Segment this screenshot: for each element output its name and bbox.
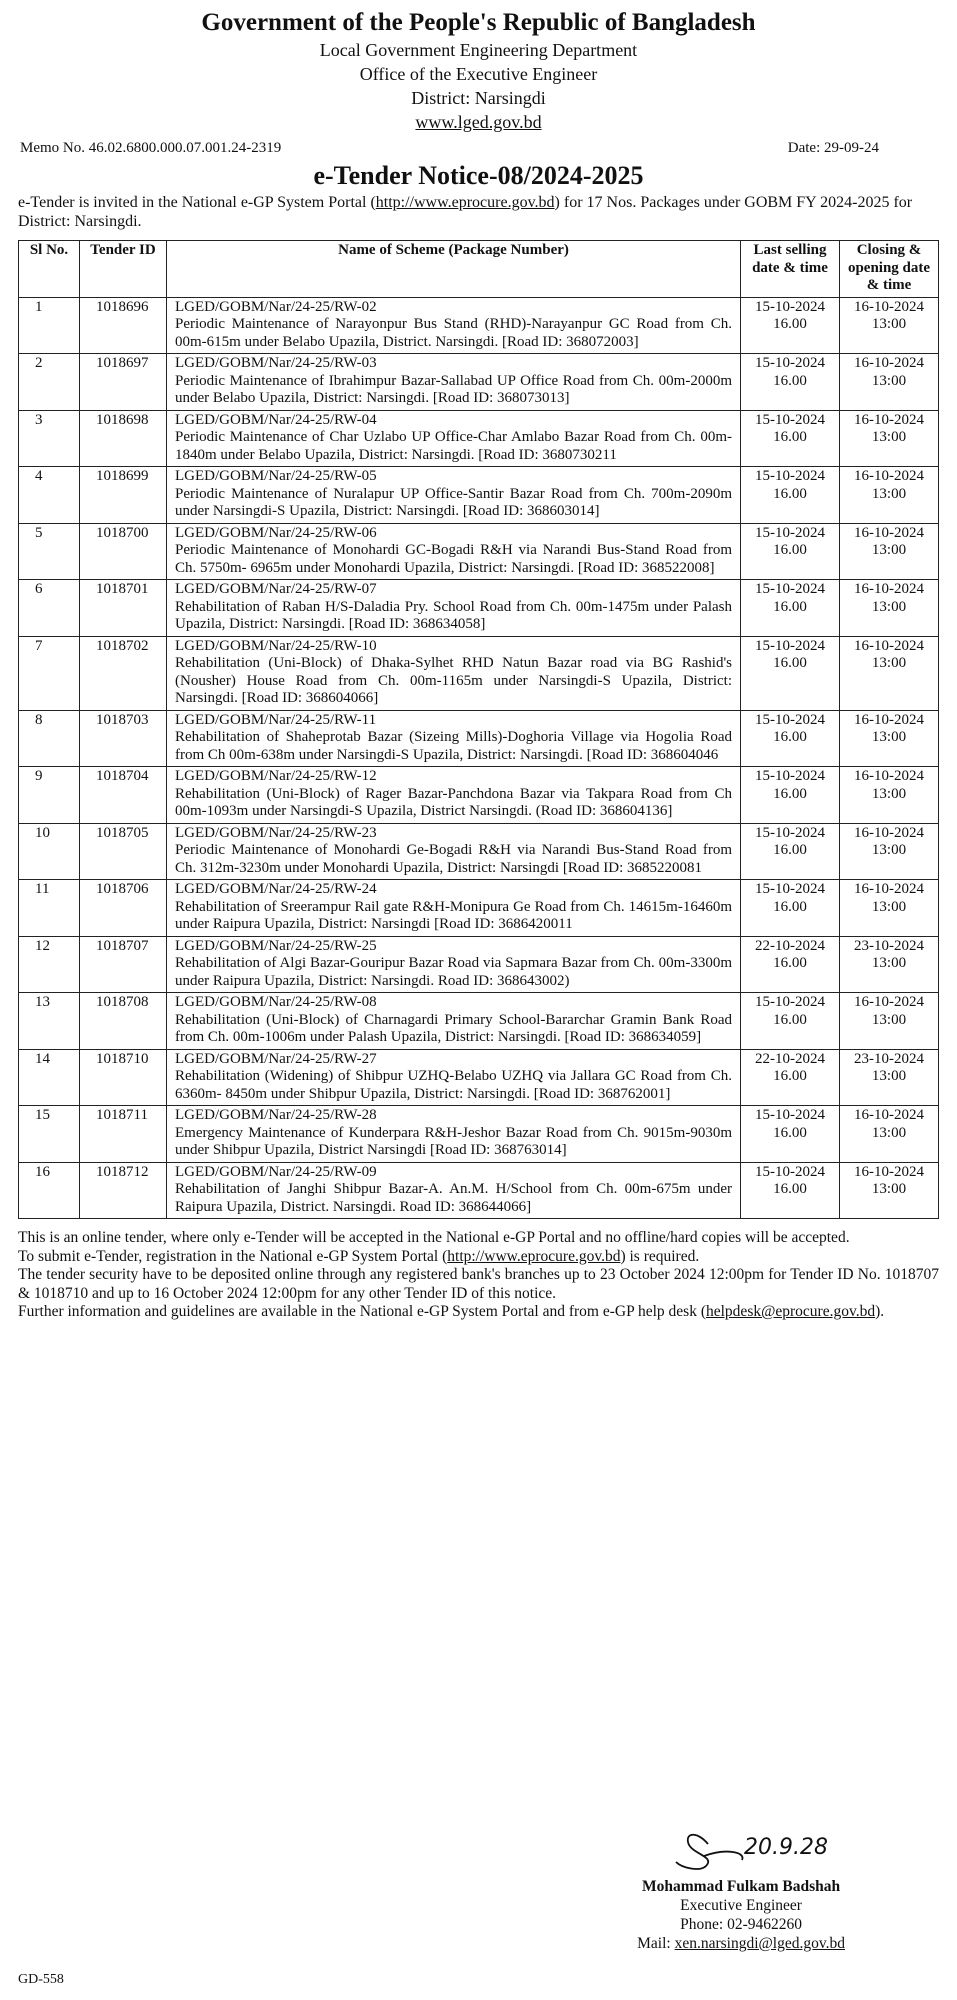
row-last-selling	[741, 880, 840, 937]
closing-date: 16-10-2024	[854, 355, 924, 371]
selling-date: 15-10-2024	[755, 355, 825, 371]
row-tender-id	[80, 580, 167, 637]
scheme-name: Rehabilitation of Janghi Shibpur Bazar-A. An.M. H/School from Ch. 00m-675m under Raipura Upazila, District. Narsingdi. Road ID: 368644066]	[175, 1181, 732, 1215]
scheme-name: Rehabilitation (Uni-Block) of Rager Bazar-Panchdona Bazar via Takpara Road from Ch 00m-1093m under Narsingdi-S Upazila, District Narsingdi. (Road ID: 368604136]	[175, 785, 732, 819]
package-number: LGED/GOBM/Nar/24-25/RW-12	[175, 768, 377, 784]
closing-time: 13:00	[871, 598, 907, 615]
selling-date: 15-10-2024	[755, 881, 825, 897]
sl-value: 6	[35, 581, 43, 597]
sl-value: 9	[35, 768, 43, 784]
sl-value: 5	[35, 524, 43, 541]
note-security: The tender security have to be deposited online through any registered bank's branches up to 23 October 2024 12:00pm for Tender ID No. 1018707 & 1018710 and up to 16 October 2024 12:00pm for any other Tender ID of this notice.	[18, 1266, 939, 1302]
selling-date: 15-10-2024	[755, 637, 825, 654]
row-scheme	[167, 467, 741, 524]
tender-id-value: 1018705	[96, 824, 149, 841]
scheme-name: Periodic Maintenance of Narayonpur Bus Stand (RHD)-Narayanpur GC Road from Ch. 00m-615m under Belabo Upazila, District. Narsingdi. [Road ID: 368072003]	[175, 316, 732, 350]
row-tender-id	[80, 297, 167, 354]
header-sl: Sl No.	[19, 241, 80, 298]
package-number: LGED/GOBM/Nar/24-25/RW-23	[175, 824, 377, 841]
closing-date: 16-10-2024	[854, 711, 924, 728]
table-row	[19, 880, 939, 937]
tender-id-value: 1018697	[96, 355, 149, 371]
table-row	[19, 1106, 939, 1163]
closing-date: 16-10-2024	[854, 1163, 924, 1180]
sl-value: 15	[35, 1107, 50, 1123]
row-tender-id	[80, 823, 167, 880]
table-row	[19, 993, 939, 1050]
row-sl	[19, 710, 80, 767]
selling-date: 15-10-2024	[755, 824, 825, 841]
selling-date: 15-10-2024	[755, 524, 825, 541]
row-scheme	[167, 410, 741, 467]
tender-id-value: 1018701	[96, 581, 149, 597]
eprocure-link[interactable]: http://www.eprocure.gov.bd	[375, 194, 555, 211]
tender-rows	[19, 297, 939, 1219]
row-closing	[840, 636, 939, 710]
row-tender-id	[80, 767, 167, 824]
closing-date: 16-10-2024	[854, 298, 924, 315]
closing-time: 13:00	[871, 1124, 907, 1141]
header-scheme: Name of Scheme (Package Number)	[167, 241, 741, 298]
row-tender-id	[80, 523, 167, 580]
row-sl	[19, 880, 80, 937]
row-sl	[19, 767, 80, 824]
row-last-selling	[741, 467, 840, 524]
row-tender-id	[80, 467, 167, 524]
selling-date: 15-10-2024	[755, 468, 825, 484]
notice-title: e-Tender Notice-08/2024-2025	[313, 161, 644, 190]
footer-code: GD-558	[18, 1972, 64, 1987]
closing-date: 23-10-2024	[854, 937, 924, 954]
selling-time: 16.00	[773, 842, 807, 858]
tender-id-value: 1018702	[96, 637, 149, 654]
mail-label: Mail:	[637, 1935, 675, 1952]
package-number: LGED/GOBM/Nar/24-25/RW-06	[175, 524, 377, 541]
note-helpdesk-after: ).	[875, 1303, 885, 1320]
signatory-name: Mohammad Fulkam Badshah	[642, 1878, 841, 1895]
package-number: LGED/GOBM/Nar/24-25/RW-08	[175, 994, 377, 1010]
row-closing	[840, 580, 939, 637]
tender-id-value: 1018699	[96, 468, 149, 484]
package-number: LGED/GOBM/Nar/24-25/RW-28	[175, 1107, 377, 1123]
closing-time: 13:00	[871, 898, 907, 915]
closing-date: 16-10-2024	[854, 411, 924, 428]
closing-time: 13:00	[871, 1011, 907, 1028]
row-closing	[840, 767, 939, 824]
tender-id-value: 1018711	[96, 1107, 148, 1123]
selling-time: 16.00	[773, 1124, 807, 1141]
package-number: LGED/GOBM/Nar/24-25/RW-11	[175, 711, 377, 728]
table-row	[19, 823, 939, 880]
selling-date: 15-10-2024	[755, 1107, 825, 1123]
closing-time: 13:00	[871, 1068, 907, 1084]
district-name: District: Narsingdi	[411, 88, 546, 108]
row-last-selling	[741, 823, 840, 880]
row-sl	[19, 297, 80, 354]
handwritten-signature	[646, 1826, 836, 1872]
table-row	[19, 767, 939, 824]
closing-time: 13:00	[871, 1181, 907, 1197]
signatory-phone: Phone: 02-9462260	[680, 1916, 802, 1933]
closing-time: 13:00	[871, 429, 907, 445]
closing-date: 16-10-2024	[854, 524, 924, 541]
note-helpdesk-before: Further information and guidelines are available in the National e-GP System Portal and from e-GP help desk (	[18, 1303, 706, 1320]
row-last-selling	[741, 767, 840, 824]
table-row	[19, 354, 939, 411]
row-last-selling	[741, 410, 840, 467]
tender-id-value: 1018710	[96, 1050, 149, 1067]
selling-date: 22-10-2024	[755, 937, 825, 954]
note-registration-before: To submit e-Tender, registration in the National e-GP System Portal (	[18, 1247, 448, 1265]
row-last-selling	[741, 993, 840, 1050]
row-scheme	[167, 993, 741, 1050]
selling-date: 15-10-2024	[755, 768, 825, 784]
tender-id-value: 1018712	[96, 1163, 149, 1180]
closing-date: 16-10-2024	[854, 581, 924, 597]
selling-date: 15-10-2024	[755, 298, 825, 315]
row-sl	[19, 467, 80, 524]
tender-id-value: 1018707	[96, 937, 149, 954]
table-row	[19, 467, 939, 524]
package-number: LGED/GOBM/Nar/24-25/RW-07	[175, 581, 377, 597]
scheme-name: Periodic Maintenance of Ibrahimpur Bazar-Sallabad UP Office Road from Ch. 00m-2000m under Belabo Upazila, District: Narsingdi. [Road ID: 368073013]	[175, 372, 732, 406]
selling-time: 16.00	[773, 316, 807, 332]
row-scheme	[167, 1049, 741, 1106]
signatory-designation: Executive Engineer	[680, 1897, 802, 1914]
selling-date: 15-10-2024	[755, 1163, 825, 1180]
row-last-selling	[741, 1106, 840, 1163]
intro-paragraph	[18, 193, 939, 231]
selling-time: 16.00	[773, 542, 807, 558]
row-scheme	[167, 580, 741, 637]
tender-id-value: 1018696	[96, 298, 149, 315]
table-header-row	[19, 241, 939, 298]
selling-time: 16.00	[773, 655, 807, 671]
selling-date: 15-10-2024	[755, 994, 825, 1010]
selling-date: 15-10-2024	[755, 581, 825, 597]
closing-date: 16-10-2024	[854, 881, 924, 897]
row-last-selling	[741, 1162, 840, 1219]
note-registration	[18, 1248, 939, 1267]
row-scheme	[167, 880, 741, 937]
package-number: LGED/GOBM/Nar/24-25/RW-05	[175, 468, 377, 484]
closing-time: 13:00	[871, 372, 907, 389]
selling-time: 16.00	[773, 785, 807, 802]
scheme-name: Rehabilitation of Algi Bazar-Gouripur Bazar Road via Sapmara Bazar from Ch. 00m-3300m under Raipura Upazila, District: Narsingdi. Road ID: 368643002)	[175, 955, 732, 989]
row-closing	[840, 936, 939, 993]
row-last-selling	[741, 580, 840, 637]
row-closing	[840, 467, 939, 524]
sl-value: 3	[35, 411, 43, 428]
row-scheme	[167, 636, 741, 710]
row-scheme	[167, 1106, 741, 1163]
row-scheme	[167, 823, 741, 880]
signature-block	[637, 1826, 845, 1953]
sl-value: 8	[35, 711, 43, 728]
table-row	[19, 523, 939, 580]
row-tender-id	[80, 1162, 167, 1219]
sl-value: 2	[35, 355, 43, 371]
intro-text-after: ) for 17 Nos. Packages under GOBM FY 2024-2025 for District: Narsingdi.	[18, 194, 913, 230]
selling-time: 16.00	[773, 372, 807, 389]
row-sl	[19, 523, 80, 580]
signatory-mail	[637, 1934, 845, 1953]
package-number: LGED/GOBM/Nar/24-25/RW-03	[175, 355, 377, 371]
row-scheme	[167, 1162, 741, 1219]
row-scheme	[167, 767, 741, 824]
memo-row	[18, 138, 939, 158]
row-last-selling	[741, 1049, 840, 1106]
tender-id-value: 1018708	[96, 994, 149, 1010]
tender-id-value: 1018704	[96, 768, 149, 784]
table-row	[19, 936, 939, 993]
package-number: LGED/GOBM/Nar/24-25/RW-02	[175, 298, 377, 315]
row-closing	[840, 410, 939, 467]
letterhead	[18, 8, 939, 134]
closing-time: 13:00	[871, 729, 907, 745]
scheme-name: Rehabilitation of Shaheprotab Bazar (Sizeing Mills)-Doghoria Village via Hogolia Road from Ch 00m-638m under Narsingdi-S Upazila, District: Narsingdi. [Road ID: 368604046	[175, 729, 732, 763]
row-scheme	[167, 523, 741, 580]
row-sl	[19, 354, 80, 411]
row-tender-id	[80, 354, 167, 411]
table-row	[19, 636, 939, 710]
row-tender-id	[80, 1106, 167, 1163]
row-scheme	[167, 936, 741, 993]
row-tender-id	[80, 936, 167, 993]
row-sl	[19, 1106, 80, 1163]
sl-value: 11	[35, 881, 50, 897]
row-tender-id	[80, 1049, 167, 1106]
selling-time: 16.00	[773, 429, 807, 445]
table-row	[19, 410, 939, 467]
closing-time: 13:00	[871, 316, 907, 332]
scheme-name: Periodic Maintenance of Monohardi GC-Bogadi R&H via Narandi Bus-Stand Road from Ch. 5750m- 6965m under Monohardi Upazila, District: Narsingdi. [Road ID: 368522008]	[175, 542, 732, 576]
handwritten-date: 20.9.28	[744, 1835, 829, 1860]
row-tender-id	[80, 993, 167, 1050]
office-name: Office of the Executive Engineer	[359, 64, 598, 84]
scheme-name: Rehabilitation (Widening) of Shibpur UZHQ-Belabo UZHQ via Jallara GC Road from Ch. 6360m- 8450m under Shibpur Upazila, District: Narsingdi. [Road ID: 368762001]	[175, 1068, 732, 1102]
selling-time: 16.00	[773, 1181, 807, 1197]
package-number: LGED/GOBM/Nar/24-25/RW-09	[175, 1163, 377, 1180]
row-last-selling	[741, 523, 840, 580]
selling-time: 16.00	[773, 598, 807, 615]
scheme-name: Periodic Maintenance of Nuralapur UP Office-Santir Bazar Road from Ch. 700m-2090m under Narsingdi-S Upazila, District: Narsingdi. [Road ID: 368603014]	[175, 485, 732, 519]
scheme-name: Rehabilitation (Uni-Block) of Charnagardi Primary School-Bararchar Gramin Bank Road from Ch. 00m-1006m under Palash Upazila, District: Narsingdi. [Road ID: 368634059]	[175, 1011, 732, 1045]
tender-id-value: 1018698	[96, 411, 149, 428]
helpdesk-link[interactable]: helpdesk@eprocure.gov.bd	[706, 1303, 876, 1320]
row-last-selling	[741, 297, 840, 354]
row-closing	[840, 1049, 939, 1106]
intro-text-before: e-Tender is invited in the National e-GP System Portal (	[18, 194, 376, 211]
row-tender-id	[80, 410, 167, 467]
row-sl	[19, 823, 80, 880]
row-closing	[840, 523, 939, 580]
tender-id-value: 1018700	[96, 524, 149, 541]
closing-date: 16-10-2024	[854, 768, 924, 784]
selling-date: 15-10-2024	[755, 711, 825, 728]
table-row	[19, 580, 939, 637]
table-row	[19, 1049, 939, 1106]
package-number: LGED/GOBM/Nar/24-25/RW-25	[175, 937, 377, 954]
note-helpdesk	[18, 1303, 939, 1322]
selling-time: 16.00	[773, 729, 807, 745]
row-scheme	[167, 297, 741, 354]
table-row	[19, 297, 939, 354]
selling-time: 16.00	[773, 485, 807, 502]
note-registration-after: ) is required.	[620, 1247, 700, 1265]
row-closing	[840, 993, 939, 1050]
row-closing	[840, 710, 939, 767]
package-number: LGED/GOBM/Nar/24-25/RW-24	[175, 881, 377, 897]
package-number: LGED/GOBM/Nar/24-25/RW-04	[175, 411, 377, 428]
package-number: LGED/GOBM/Nar/24-25/RW-27	[175, 1050, 377, 1067]
row-closing	[840, 354, 939, 411]
row-tender-id	[80, 636, 167, 710]
sl-value: 12	[35, 937, 50, 954]
row-closing	[840, 1106, 939, 1163]
header-closing: Closing & opening date & time	[840, 241, 939, 298]
row-closing	[840, 297, 939, 354]
row-tender-id	[80, 710, 167, 767]
row-sl	[19, 1162, 80, 1219]
closing-date: 16-10-2024	[854, 994, 924, 1010]
row-closing	[840, 880, 939, 937]
table-row	[19, 1162, 939, 1219]
closing-date: 16-10-2024	[854, 468, 924, 484]
department-name: Local Government Engineering Department	[319, 40, 638, 60]
closing-time: 13:00	[871, 655, 907, 671]
closing-time: 13:00	[871, 542, 907, 558]
sl-value: 4	[35, 468, 43, 484]
row-sl	[19, 636, 80, 710]
note-online-only: This is an online tender, where only e-Tender will be accepted in the National e-GP Portal and no offline/hard copies will be accepted.	[18, 1229, 850, 1246]
selling-time: 16.00	[773, 1011, 807, 1028]
row-scheme	[167, 710, 741, 767]
selling-date: 15-10-2024	[755, 411, 825, 428]
scheme-name: Rehabilitation (Uni-Block) of Dhaka-Sylhet RHD Natun Bazar road via BG Rashid's (Nousher) House Road from Ch. 00m-1165m under Narsingdi-S Upazila, District: Narsingdi. [Road ID: 368604066]	[175, 655, 732, 706]
package-number: LGED/GOBM/Nar/24-25/RW-10	[175, 637, 377, 654]
sl-value: 13	[35, 994, 50, 1010]
row-closing	[840, 1162, 939, 1219]
government-title: Government of the People's Republic of Bangladesh	[201, 9, 756, 36]
row-last-selling	[741, 936, 840, 993]
closing-time: 13:00	[871, 785, 907, 802]
tender-id-value: 1018703	[96, 711, 149, 728]
row-sl	[19, 1049, 80, 1106]
scheme-name: Rehabilitation of Raban H/S-Daladia Pry. School Road from Ch. 00m-1475m under Palash Upazila, District: Narsingdi. [Road ID: 368634058]	[175, 598, 732, 632]
row-scheme	[167, 354, 741, 411]
row-last-selling	[741, 354, 840, 411]
header-tender-id: Tender ID	[80, 241, 167, 298]
row-last-selling	[741, 636, 840, 710]
tender-id-value: 1018706	[96, 881, 149, 897]
sl-value: 16	[35, 1163, 50, 1180]
selling-time: 16.00	[773, 1068, 807, 1084]
scheme-name: Rehabilitation of Sreerampur Rail gate R&H-Monipura Ge Road from Ch. 14615m-16460m under Raipura Upazila, District: Narsingdi [Road ID: 3686420011	[175, 898, 732, 932]
website-link[interactable]: www.lged.gov.bd	[415, 112, 542, 132]
selling-time: 16.00	[773, 955, 807, 971]
closing-date: 16-10-2024	[854, 824, 924, 841]
sl-value: 7	[35, 637, 43, 654]
row-closing	[840, 823, 939, 880]
selling-time: 16.00	[773, 898, 807, 915]
closing-time: 13:00	[871, 842, 907, 858]
row-sl	[19, 410, 80, 467]
registration-link[interactable]: http://www.eprocure.gov.bd	[447, 1247, 621, 1265]
closing-date: 23-10-2024	[854, 1050, 924, 1067]
scheme-name: Periodic Maintenance of Char Uzlabo UP Office-Char Amlabo Bazar Road from Ch. 00m-1840m under Belabo Upazila, District: Narsingdi. [Road ID: 3680730211	[175, 429, 732, 463]
closing-date: 16-10-2024	[854, 637, 924, 654]
memo-date: Date: 29-09-24	[787, 140, 879, 156]
table-row	[19, 710, 939, 767]
notes	[18, 1229, 939, 1322]
scheme-name: Periodic Maintenance of Monohardi Ge-Bogadi R&H via Narandi Bus-Stand Road from Ch. 312m-3230m under Monohardi Upazila, District: Narsingdi [Road ID: 3685220081	[175, 842, 732, 876]
mail-link[interactable]: xen.narsingdi@lged.gov.bd	[674, 1935, 845, 1952]
closing-time: 13:00	[871, 485, 907, 502]
scheme-name: Emergency Maintenance of Kunderpara R&H-Jeshor Bazar Road from Ch. 9015m-9030m under Shibpur Upazila, District Narsingdi [Road ID: 368763014]	[175, 1124, 732, 1158]
row-sl	[19, 993, 80, 1050]
selling-date: 22-10-2024	[755, 1050, 825, 1067]
sl-value: 10	[35, 824, 50, 841]
header-last-selling: Last selling date & time	[741, 241, 840, 298]
sl-value: 1	[35, 298, 43, 315]
row-sl	[19, 580, 80, 637]
row-sl	[19, 936, 80, 993]
row-tender-id	[80, 880, 167, 937]
row-last-selling	[741, 710, 840, 767]
sl-value: 14	[35, 1050, 50, 1067]
closing-date: 16-10-2024	[854, 1107, 924, 1123]
tender-table	[18, 240, 939, 1219]
memo-number: Memo No. 46.02.6800.000.07.001.24-2319	[20, 140, 282, 156]
closing-time: 13:00	[871, 955, 907, 971]
